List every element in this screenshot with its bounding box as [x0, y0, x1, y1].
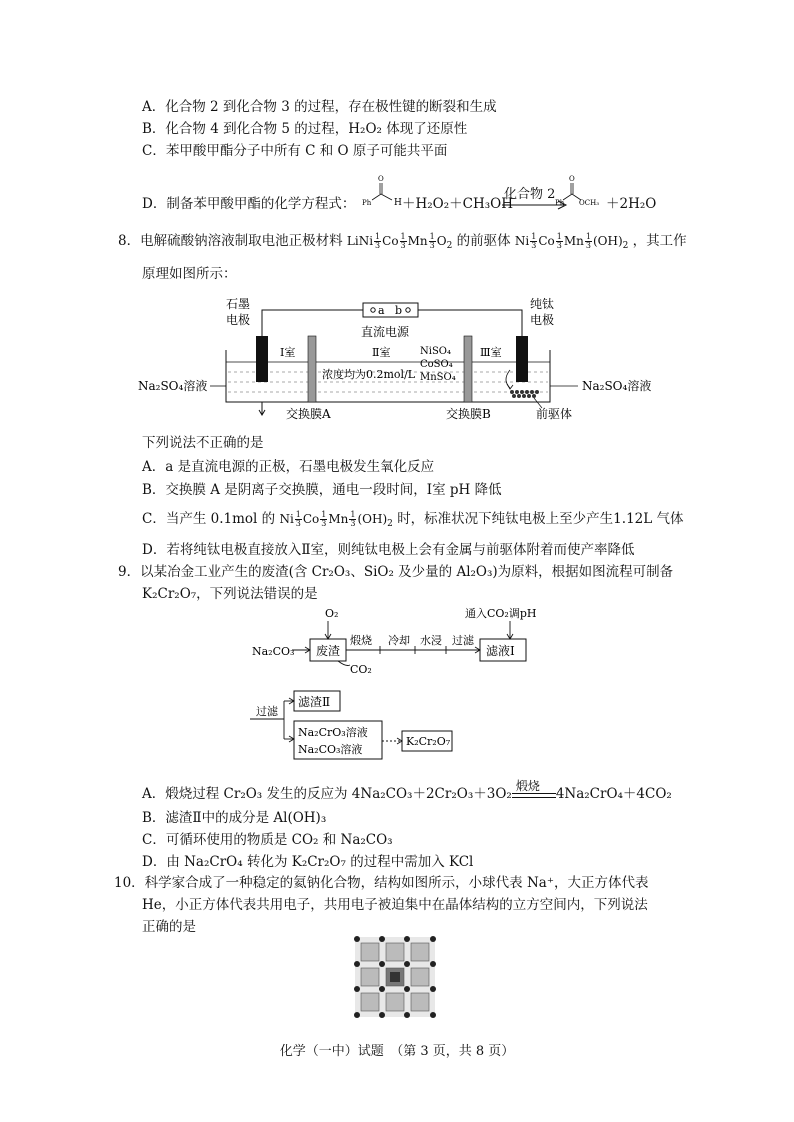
graphite-electrode [256, 336, 268, 382]
membrane-b-label: 交换膜B [446, 407, 491, 421]
h-label: H [394, 198, 402, 208]
graphite-label-1: 石墨 [226, 297, 251, 311]
flow-co2-in-label: 通入CO₂调pH [465, 607, 537, 620]
q7-catalyst: 化合物 2 [504, 187, 556, 202]
flow-leach-label: 水浸 [420, 634, 442, 647]
flow-residue2-label: 滤渣Ⅱ [298, 695, 331, 709]
q8-stem-1: 8．电解硫酸钠溶液制取电池正极材料 [118, 233, 343, 249]
precursor-formula: Ni $\frac{1}{3}$ Co $\frac{1}{3}$ Mn $\frac{1}{3}$ $(OH)_2$ [514, 232, 629, 251]
q8-stem-2: ，其工作 [632, 233, 687, 249]
q8-c-suffix: 时，标准状况下纯钛电极上至少产生1.12L 气体 [397, 511, 684, 527]
q9-stem-line1: 9．以某冶金工业产生的废渣(含 Cr₂O₃、SiO₂ 及少量的 Al₂O₃)为原料，根据如图流程可制备 [118, 564, 674, 580]
room3-label: Ⅲ室 [480, 346, 502, 359]
q9-option-a [142, 779, 672, 803]
lini-formula: LiNi $\frac{1}{3}$ Co $\frac{1}{3}$ Mn $\frac{1}{3}$ $O_2$ [346, 232, 453, 251]
calcine-condition [512, 779, 556, 798]
flow-sol2-label: Na₂CO₃溶液 [298, 743, 363, 756]
graphite-label-2: 电极 [226, 313, 251, 327]
flow-calcine-label: 煅烧 [350, 634, 372, 647]
power-b-label: b [395, 304, 403, 317]
membrane-b [464, 336, 472, 402]
left-solution-label: Na₂SO₄溶液 [138, 379, 208, 393]
electrolysis-diagram [130, 292, 670, 432]
q9-a-prefix: A．煅烧过程 Cr₂O₃ 发生的反应为 4Na₂CO₃＋2Cr₂O₃＋3O₂ [142, 786, 512, 802]
q9-option-c: C．可循环使用的物质是 CO₂ 和 Na₂CO₃ [142, 832, 393, 848]
q7-option-a: A．化合物 2 到化合物 3 的过程，存在极性键的断裂和生成 [142, 99, 497, 115]
flow-o2-label: O₂ [325, 607, 339, 620]
q9-option-d: D．由 Na₂CrO₄ 转化为 K₂Cr₂O₇ 的过程中需加入 KCl [142, 854, 474, 870]
flow-waste-label: 废渣 [316, 644, 341, 658]
membrane-a [308, 336, 316, 402]
precursor-label: 前驱体 [536, 407, 573, 421]
flow-filter2-label: 过滤 [256, 705, 278, 718]
titanium-electrode [516, 336, 528, 382]
benzaldehyde-structure [360, 172, 400, 212]
q7-d-suffix: ＋2H₂O [606, 196, 657, 212]
flow-diagram [240, 605, 580, 770]
q10-stem-line3: 正确的是 [142, 919, 196, 935]
q8-c-prefix: C．当产生 0.1mol 的 [142, 511, 276, 527]
flow-na2co3-label: Na₂CO₃ [252, 645, 295, 658]
q8-question: 下列说法不正确的是 [142, 435, 264, 451]
q8-stem-line1 [118, 232, 687, 255]
precursor-particles [510, 390, 539, 398]
titanium-label-2: 电极 [530, 313, 555, 327]
flow-filtrate-label: 滤液Ⅰ [486, 644, 515, 658]
q7-option-d [142, 195, 355, 213]
crystal-structure-image [345, 925, 445, 1025]
carbonyl-o-label-2: O [569, 175, 575, 183]
q10-stem-line1: 10．科学家合成了一种稳定的氦钠化合物，结构如图所示，小球代表 Na⁺，大正方体代表 [114, 875, 649, 891]
salt-mn: MnSO₄ [420, 372, 456, 383]
q8-option-a: A．a 是直流电源的正极，石墨电极发生氧化反应 [142, 459, 435, 475]
carbonyl-o-label: O [378, 175, 384, 183]
q8-option-b: B．交换膜 A 是阴离子交换膜，通电一段时间，Ⅰ室 pH 降低 [142, 482, 502, 498]
flow-product-label: K₂Cr₂O₇ [406, 735, 451, 748]
q8-stem-mid: 的前驱体 [456, 233, 511, 249]
q8-stem-line3: 原理如图所示： [142, 266, 237, 282]
salt-ni: NiSO₄ [420, 346, 452, 357]
c-precursor-formula: Ni $\frac{1}{3}$ Co $\frac{1}{3}$ Mn $\frac{1}{3}$ $(OH)_2$ [279, 510, 393, 529]
flow-sol1-label: Na₂CrO₃溶液 [298, 726, 368, 739]
right-solution-label: Na₂SO₄溶液 [582, 379, 652, 393]
q9-a-suffix: 4Na₂CrO₄＋4CO₂ [555, 786, 672, 802]
q7-option-b: B．化合物 4 到化合物 5 的过程，H₂O₂ 体现了还原性 [142, 121, 468, 137]
q9-a-cond: 煅烧 [515, 779, 540, 793]
salt-co: CoSO₄ [420, 359, 453, 370]
ph-label-1: Ph [362, 199, 372, 207]
power-label: 直流电源 [361, 325, 410, 339]
methyl-benzoate-structure [555, 172, 605, 212]
flow-filter-label: 过滤 [452, 634, 474, 647]
ph-label-2: Ph [555, 199, 565, 207]
room2-label: Ⅱ室 [372, 346, 391, 359]
flow-co2-out-label: CO₂ [350, 663, 372, 676]
concentration-label: 浓度均为0.2mol/L [322, 368, 416, 381]
power-a-label: a [378, 304, 385, 317]
q8-option-d: D．若将纯钛电极直接放入Ⅱ室，则纯钛电极上会有金属与前驱体附着而使产率降低 [142, 542, 635, 558]
q7-d-prefix: D．制备苯甲酸甲酯的化学方程式： [142, 196, 356, 212]
q8-option-c [142, 510, 684, 533]
flow-cool-label: 冷却 [388, 634, 410, 647]
q7-option-c: C．苯甲酸甲酯分子中所有 C 和 O 原子可能共平面 [142, 143, 448, 159]
och3-label: OCH₃ [579, 199, 600, 207]
room1-label: Ⅰ室 [280, 346, 296, 359]
q10-stem-line2: He，小正方体代表共用电子，共用电子被迫集中在晶体结构的立方空间内，下列说法 [142, 897, 648, 913]
q9-option-b: B．滤渣Ⅱ中的成分是 Al(OH)₃ [142, 810, 327, 826]
titanium-label-1: 纯钛 [530, 297, 555, 311]
membrane-a-label: 交换膜A [286, 407, 331, 421]
q9-stem-line2: K₂Cr₂O₇，下列说法错误的是 [142, 586, 318, 602]
q7-d-mid: ＋H₂O₂＋CH₃OH [402, 196, 514, 212]
page-footer: 化学（一中）试题 （第 3 页，共 8 页） [279, 1044, 515, 1059]
